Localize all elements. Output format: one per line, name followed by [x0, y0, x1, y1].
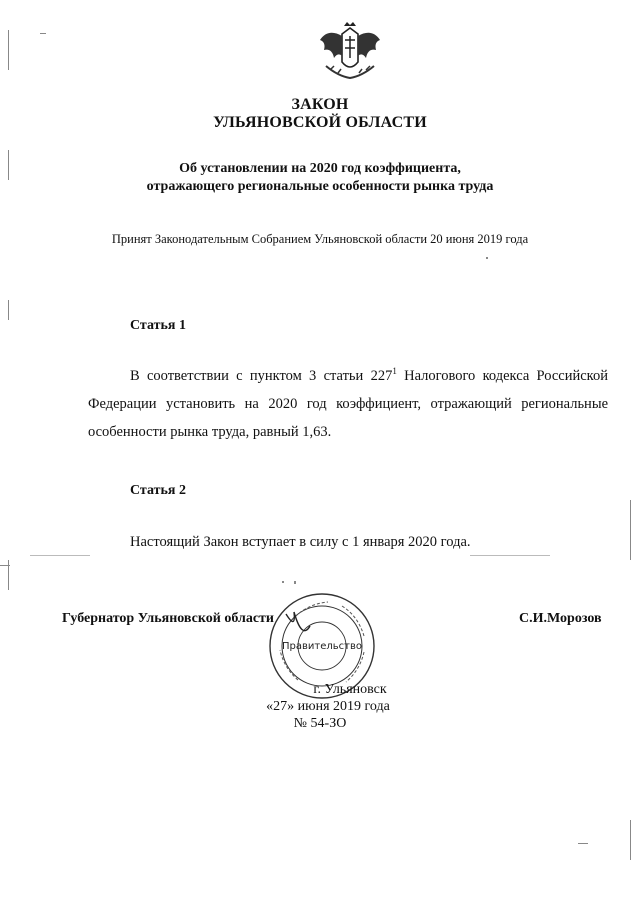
article-1-heading: Статья 1	[130, 318, 186, 333]
article-1-text-part1: В соответствии с пунктом 3 статьи 227	[130, 368, 393, 384]
article-1-superscript: 1	[392, 366, 397, 377]
article-1-text-part2: Налогового кодекса Российской Федерации установить на 2020 год коэффициент, отражающий региональные особенности рынка труда, равный 1,63.	[88, 368, 608, 440]
issuing-region: УЛЬЯНОВСКОЙ ОБЛАСТИ	[213, 114, 427, 131]
signatory-name: С.И.Морозов	[519, 611, 602, 626]
signing-city: г. Ульяновск	[313, 682, 387, 697]
adoption-note: Принят Законодательным Собранием Ульяновской области 20 июня 2019 года	[111, 232, 529, 246]
law-title-line1: Об установлении на 2020 год коэффициента,	[179, 161, 461, 176]
signing-date: «27» июня 2019 года	[266, 699, 390, 714]
document-type: ЗАКОН	[291, 96, 349, 113]
article-2-heading: Статья 2	[130, 483, 186, 498]
article-1-text	[88, 362, 608, 446]
article-2-text: Настоящий Закон вступает в силу с 1 января 2020 года.	[130, 534, 471, 550]
coat-of-arms-icon	[314, 22, 386, 84]
signatory-title: Губернатор Ульяновской области	[62, 611, 274, 626]
law-title-line2: отражающего региональные особенности рынка труда	[146, 179, 494, 194]
seal-label: Правительство	[282, 641, 362, 652]
law-number: № 54-ЗО	[293, 716, 347, 731]
